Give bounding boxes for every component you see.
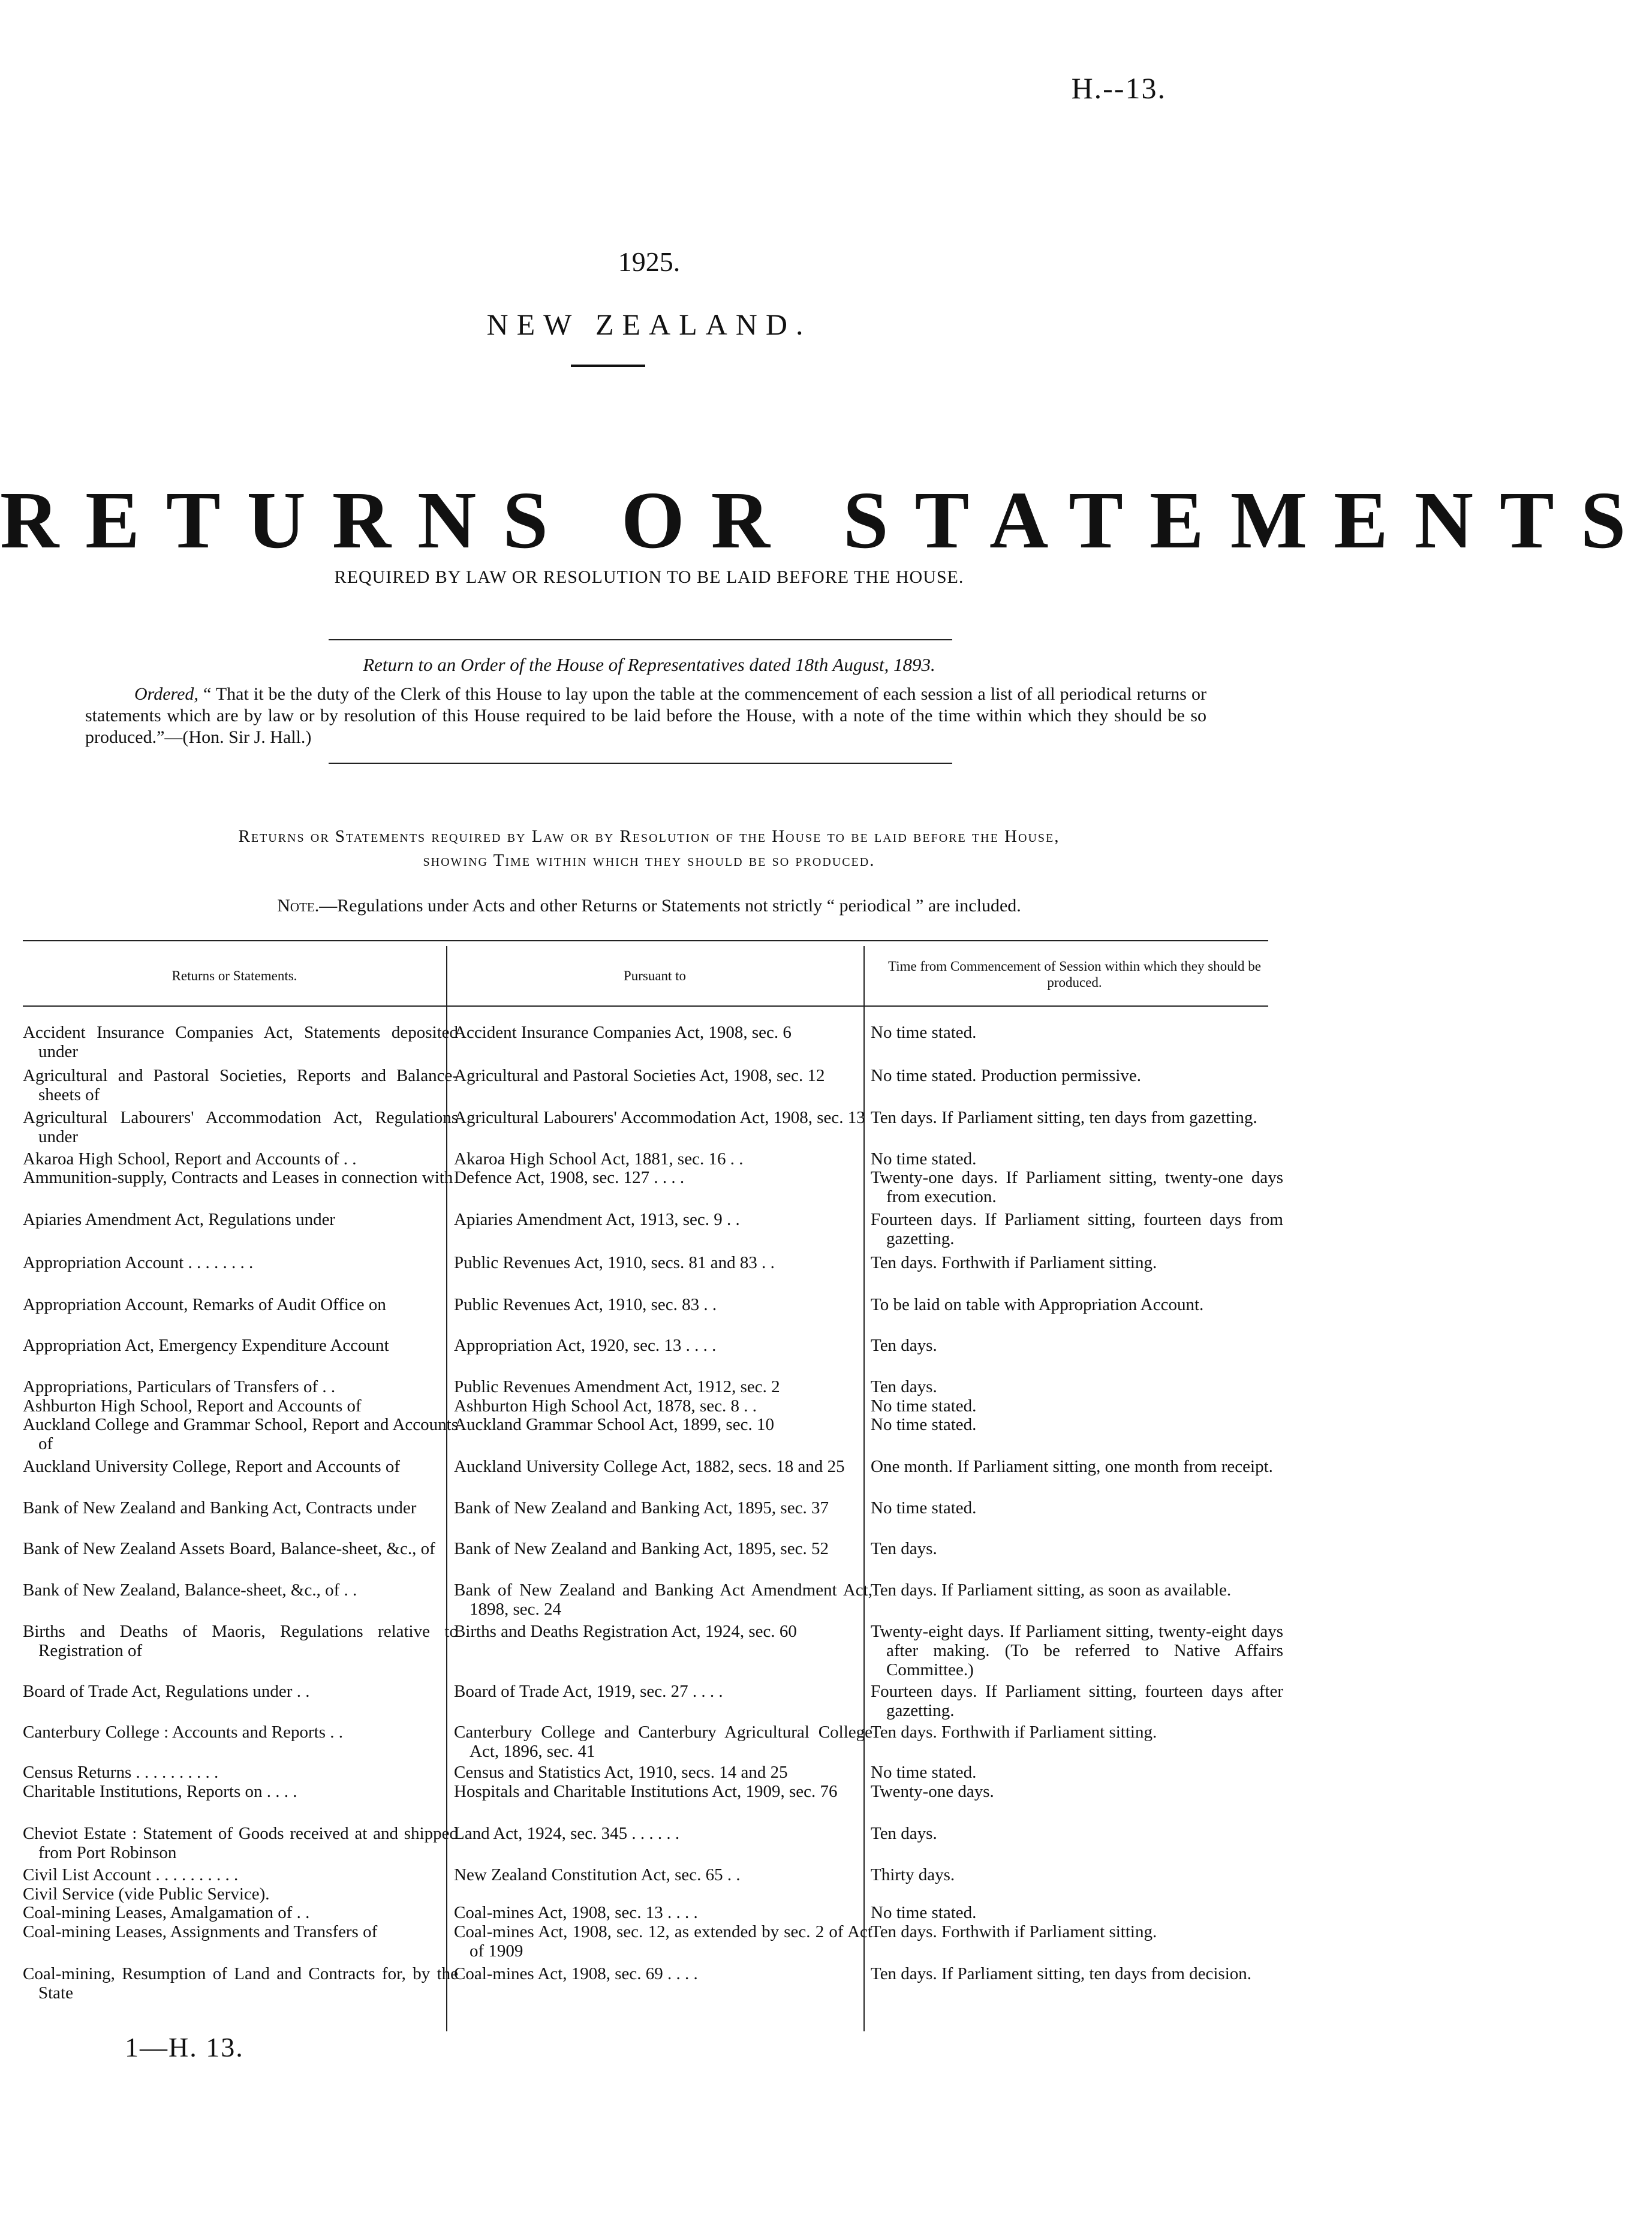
table-cell-pursuant: Bank of New Zealand and Banking Act, 1895, sec. 37 [454, 1498, 829, 1518]
document-year: 1925. [618, 246, 681, 277]
table-cell-statement: Board of Trade Act, Regulations under . . [23, 1682, 310, 1701]
table-cell-statement: Charitable Institutions, Reports on . . . . [23, 1782, 297, 1801]
table-cell-time: Thirty days. [871, 1865, 955, 1884]
table-cell-statement: Cheviot Estate : Statement of Goods received at and shipped from Port Robinson [23, 1824, 458, 1862]
table-cell-pursuant: Coal-mines Act, 1908, sec. 69 . . . . [454, 1964, 698, 1983]
page-code: H.--13. [1071, 71, 1166, 105]
table-cell-pursuant: Bank of New Zealand and Banking Act Amendment Act, 1898, sec. 24 [454, 1580, 872, 1619]
table-cell-pursuant: Hospitals and Charitable Institutions Act, 1909, sec. 76 [454, 1782, 838, 1801]
table-cell-pursuant: Akaroa High School Act, 1881, sec. 16 . . [454, 1149, 744, 1169]
table-cell-statement: Coal-mining Leases, Assignments and Transfers of [23, 1922, 378, 1941]
table-cell-pursuant: Board of Trade Act, 1919, sec. 27 . . . . [454, 1682, 723, 1701]
table-cell-pursuant: Public Revenues Act, 1910, sec. 83 . . [454, 1295, 717, 1314]
section-title [36, 824, 1262, 872]
table-cell-time: Fourteen days. If Parliament sitting, fourteen days after gazetting. [871, 1682, 1283, 1720]
table-cell-time: Ten days. [871, 1336, 937, 1355]
divider-bottom [329, 763, 952, 764]
table-cell-time: Ten days. If Parliament sitting, ten days from gazetting. [871, 1108, 1257, 1127]
section-note [0, 896, 1298, 916]
table-cell-time: No time stated. Production permissive. [871, 1066, 1142, 1085]
table-cell-pursuant: Apiaries Amendment Act, 1913, sec. 9 . . [454, 1210, 740, 1229]
table-cell-pursuant: Coal-mines Act, 1908, sec. 13 . . . . [454, 1903, 698, 1922]
table-cell-time: Ten days. [871, 1377, 937, 1396]
note-text: —Regulations under Acts and other Returns or Statements not strictly “ periodical ” are included. [319, 896, 1021, 916]
table-cell-time: Ten days. Forthwith if Parliament sitting. [871, 1922, 1157, 1941]
table-cell-time: Ten days. Forthwith if Parliament sitting. [871, 1723, 1157, 1742]
page-subtitle: REQUIRED BY LAW OR RESOLUTION TO BE LAID BEFORE THE HOUSE. [334, 567, 964, 587]
title-divider [571, 365, 645, 367]
table-cell-pursuant: Appropriation Act, 1920, sec. 13 . . . . [454, 1336, 717, 1355]
table-cell-statement: Bank of New Zealand Assets Board, Balance-sheet, &c., of [23, 1539, 435, 1558]
table-cell-statement: Accident Insurance Companies Act, Statements deposited under [23, 1023, 458, 1061]
table-cell-pursuant: Canterbury College and Canterbury Agricultural College Act, 1896, sec. 41 [454, 1723, 872, 1761]
table-cell-statement: Akaroa High School, Report and Accounts of . . [23, 1149, 357, 1169]
column-header-pursuant: Pursuant to [623, 968, 687, 983]
table-cell-statement: Civil List Account . . . . . . . . . . [23, 1865, 239, 1884]
table-cell-time: Ten days. If Parliament sitting, as soon as available. [871, 1580, 1232, 1600]
order-body: “ That it be the duty of the Clerk of this House to lay upon the table at the commencement of each session a list of all periodical returns or statements which are by law or by resolution of this House required to be laid before the House, with a note of the time within which they should be so produced.”—(Hon. Sir J. Hall.) [85, 684, 1206, 747]
table-cell-time: Twenty-one days. If Parliament sitting, twenty-one days from execution. [871, 1168, 1283, 1206]
table-cell-statement: Apiaries Amendment Act, Regulations under [23, 1210, 336, 1229]
table-cell-pursuant: Defence Act, 1908, sec. 127 . . . . [454, 1168, 685, 1187]
table-cell-time: Ten days. [871, 1539, 937, 1558]
table-cell-time: To be laid on table with Appropriation Account. [871, 1295, 1204, 1314]
table-cell-statement: Canterbury College : Accounts and Reports . . [23, 1723, 343, 1742]
footer-page-ref: 1—H. 13. [125, 2032, 244, 2063]
table-cell-pursuant: Auckland Grammar School Act, 1899, sec. 10 [454, 1415, 774, 1434]
divider-top [329, 639, 952, 640]
table-cell-statement: Appropriations, Particulars of Transfers of . . [23, 1377, 336, 1396]
table-cell-statement: Agricultural Labourers' Accommodation Act, Regulations under [23, 1108, 458, 1146]
table-cell-time: Twenty-one days. [871, 1782, 994, 1801]
table-cell-time: Ten days. [871, 1824, 937, 1843]
table-cell-statement: Ammunition-supply, Contracts and Leases in connection with [23, 1168, 453, 1187]
table-cell-statement: Auckland College and Grammar School, Report and Accounts of [23, 1415, 458, 1453]
column-header-time: Time from Commencement of Session within which they should be produced. [887, 959, 1261, 990]
table-cell-statement: Bank of New Zealand, Balance-sheet, &c., of . . [23, 1580, 357, 1600]
table-cell-statement: Civil Service (vide Public Service). [23, 1884, 270, 1904]
table-cell-time: No time stated. [871, 1396, 977, 1416]
table-top-rule [23, 940, 1268, 941]
table-cell-statement: Coal-mining Leases, Amalgamation of . . [23, 1903, 310, 1922]
section-title-line2: showing Time within which they should be so produced. [423, 851, 875, 870]
country-heading: NEW ZEALAND. [486, 308, 812, 341]
order-label: Ordered, [134, 684, 198, 704]
table-cell-pursuant: Coal-mines Act, 1908, sec. 12, as extended by sec. 2 of Act of 1909 [454, 1922, 872, 1961]
table-cell-time: No time stated. [871, 1763, 977, 1782]
table-cell-statement: Appropriation Account, Remarks of Audit Office on [23, 1295, 386, 1314]
table-cell-time: Ten days. Forthwith if Parliament sitting. [871, 1253, 1157, 1272]
table-cell-statement: Coal-mining, Resumption of Land and Contracts for, by the State [23, 1964, 458, 2003]
table-cell-statement: Agricultural and Pastoral Societies, Reports and Balance-sheets of [23, 1066, 458, 1104]
table-cell-pursuant: Bank of New Zealand and Banking Act, 1895, sec. 52 [454, 1539, 829, 1558]
table-cell-time: No time stated. [871, 1023, 977, 1042]
order-heading: Return to an Order of the House of Representatives dated 18th August, 1893. [363, 654, 935, 675]
table-cell-pursuant: New Zealand Constitution Act, sec. 65 . . [454, 1865, 741, 1884]
table-cell-time: Fourteen days. If Parliament sitting, fourteen days from gazetting. [871, 1210, 1283, 1248]
page-title: RETURNS OR STATEMENTS [0, 475, 1652, 565]
table-header-rule [23, 1005, 1268, 1007]
note-label: Note. [277, 896, 320, 916]
column-header-statements: Returns or Statements. [171, 968, 297, 983]
table-cell-pursuant: Census and Statistics Act, 1910, secs. 14 and 25 [454, 1763, 788, 1782]
table-cell-time: One month. If Parliament sitting, one month from receipt. [871, 1457, 1273, 1476]
table-cell-statement: Bank of New Zealand and Banking Act, Contracts under [23, 1498, 417, 1518]
table-cell-pursuant: Agricultural Labourers' Accommodation Act, 1908, sec. 13 [454, 1108, 865, 1127]
table-cell-statement: Auckland University College, Report and Accounts of [23, 1457, 401, 1476]
table-cell-time: Ten days. If Parliament sitting, ten days from decision. [871, 1964, 1252, 1983]
table-cell-pursuant: Accident Insurance Companies Act, 1908, sec. 6 [454, 1023, 792, 1042]
table-cell-time: No time stated. [871, 1415, 977, 1434]
table-cell-pursuant: Agricultural and Pastoral Societies Act, 1908, sec. 12 [454, 1066, 825, 1085]
table-cell-statement: Census Returns . . . . . . . . . . [23, 1763, 219, 1782]
table-cell-time: No time stated. [871, 1903, 977, 1922]
table-cell-time: No time stated. [871, 1498, 977, 1518]
table-cell-statement: Ashburton High School, Report and Accounts of [23, 1396, 362, 1416]
section-title-line1: Returns or Statements required by Law or by Resolution of the House to be laid before the House, [238, 827, 1060, 846]
table-cell-pursuant: Land Act, 1924, sec. 345 . . . . . . [454, 1824, 680, 1843]
table-cell-pursuant: Public Revenues Amendment Act, 1912, sec. 2 [454, 1377, 780, 1396]
table-cell-pursuant: Auckland University College Act, 1882, secs. 18 and 25 [454, 1457, 845, 1476]
table-cell-pursuant: Public Revenues Act, 1910, secs. 81 and 83 . . [454, 1253, 775, 1272]
order-text [85, 684, 1206, 748]
table-cell-pursuant: Ashburton High School Act, 1878, sec. 8 . . [454, 1396, 757, 1416]
table-cell-statement: Appropriation Act, Emergency Expenditure Account [23, 1336, 389, 1355]
table-cell-time: Twenty-eight days. If Parliament sitting, twenty-eight days after making. (To be referred to Native Affairs Committee.) [871, 1622, 1283, 1679]
table-cell-statement: Births and Deaths of Maoris, Regulations relative to Registration of [23, 1622, 458, 1660]
table-cell-statement: Appropriation Account . . . . . . . . [23, 1253, 254, 1272]
table-cell-time: No time stated. [871, 1149, 977, 1169]
table-cell-pursuant: Births and Deaths Registration Act, 1924, sec. 60 [454, 1622, 797, 1641]
